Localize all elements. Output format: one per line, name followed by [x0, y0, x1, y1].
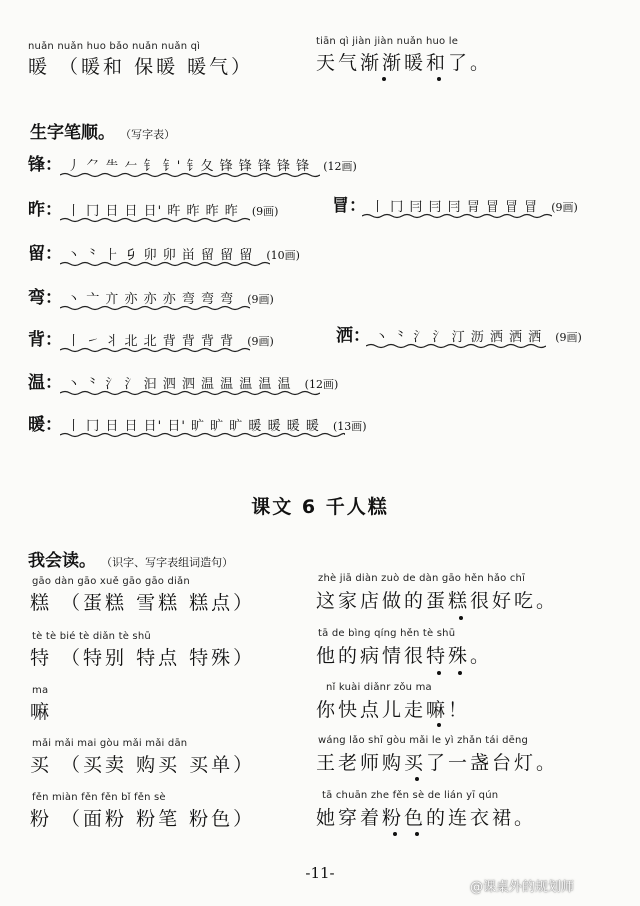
- top-left-words: 暖 （暖和 保暖 暖气）: [28, 56, 254, 78]
- top-left-pinyin: nuǎn nuǎn huo bǎo nuǎn nuǎn qì: [28, 41, 201, 52]
- stroke-char: 留：: [28, 244, 62, 264]
- stroke-order-heading: [30, 118, 175, 143]
- word-group: 糕 （蛋糕 雪糕 糕点）: [30, 592, 256, 614]
- wavy-underline: [60, 390, 320, 396]
- emphasis-dot: [382, 77, 386, 81]
- wavy-underline: [60, 432, 345, 438]
- page-number: -11-: [305, 864, 335, 882]
- emphasis-dot: [458, 671, 462, 675]
- stroke-char: 暖：: [28, 415, 62, 435]
- stroke-count: (9画): [551, 201, 578, 214]
- sentence-pinyin: tā chuān zhe fěn sè de lián yī qún: [322, 790, 499, 801]
- wavy-underline: [362, 213, 552, 219]
- stroke-sequence: 丶 ⺀ 氵 氵 汀 沥 洒 洒 洒: [375, 330, 543, 345]
- sentence: 王老师购买了一盏台灯。: [316, 752, 559, 774]
- word-group: 特 （特别 特点 特殊）: [30, 647, 256, 669]
- emphasis-dot: [437, 77, 441, 81]
- emphasis-dot: [459, 616, 463, 620]
- sentence: 他的病情很特殊。: [316, 645, 493, 667]
- stroke-sequence: 丨 冂 日 日 日' 日' 旷 旷 旷 暖 暖 暖 暖: [67, 419, 320, 434]
- stroke-char: 背：: [28, 330, 62, 350]
- stroke-sequence: 丶 ⺀ ⺊ 𠂎 卯 卯 畄 留 留 留: [67, 248, 254, 263]
- stroke-char: 冒：: [332, 196, 366, 216]
- stroke-char: 昨：: [28, 200, 62, 220]
- emphasis-dot: [437, 671, 441, 675]
- word-pinyin: mǎi mǎi mai gòu mǎi mǎi dān: [32, 738, 188, 749]
- watermark: @课桌外的规划师: [470, 880, 575, 895]
- stroke-count: (12画): [304, 378, 339, 391]
- wavy-underline: [60, 261, 270, 267]
- wavy-underline: [60, 347, 250, 353]
- stroke-sequence: 丨 冂 冃 冃 冃 冐 冒 冒 冒: [371, 200, 539, 215]
- stroke-order-title: 生字笔顺。: [30, 123, 115, 143]
- word-pinyin: gāo dàn gāo xuě gāo gāo diǎn: [32, 576, 190, 587]
- sentence: 你快点儿走嘛！: [316, 699, 471, 721]
- stroke-order-note: （写字表）: [120, 128, 176, 141]
- stroke-count: (13画): [332, 420, 367, 433]
- sentence-pinyin: tā de bìng qíng hěn tè shū: [318, 628, 456, 639]
- stroke-sequence: 丨 ㇀ 丬 北 北 背 背 背 背: [67, 334, 235, 349]
- sentence-pinyin: wáng lǎo shī gòu mǎi le yì zhǎn tái dēng: [318, 735, 529, 746]
- stroke-count: (9画): [251, 205, 279, 218]
- top-right-pinyin: tiān qì jiàn jiàn nuǎn huo le: [316, 36, 459, 47]
- word-group: 粉 （面粉 粉笔 粉色）: [30, 808, 256, 830]
- wavy-underline: [60, 305, 250, 311]
- stroke-char: 洒：: [336, 326, 370, 346]
- stroke-sequence: 丿 ⺈ ⺧ 𠂉 钅 钅' 钅夂 锋 锋 锋 锋 锋: [67, 159, 311, 174]
- top-right-sentence: 天气渐渐暖和了。: [316, 52, 493, 74]
- word-pinyin: tè tè bié tè diǎn tè shū: [32, 631, 151, 642]
- stroke-count: (9画): [247, 335, 274, 348]
- stroke-sequence: 丨 冂 日 日 日' 旿 昨 昨 昨: [67, 204, 239, 219]
- sentence: 她穿着粉色的连衣裙。: [316, 807, 537, 829]
- emphasis-dot: [437, 723, 441, 727]
- stroke-count: (9画): [247, 293, 274, 306]
- emphasis-dot: [393, 832, 397, 836]
- lesson-title: 课文 6 千人糕: [251, 496, 389, 518]
- stroke-count: (9画): [555, 331, 582, 344]
- stroke-char: 弯：: [28, 288, 62, 308]
- stroke-count: (10画): [266, 249, 300, 262]
- stroke-count: (12画): [323, 160, 357, 173]
- read-note: （识字、写字表组词造句）: [101, 556, 234, 569]
- emphasis-dot: [415, 777, 419, 781]
- stroke-char: 温：: [28, 373, 62, 393]
- read-heading: [28, 546, 233, 571]
- wavy-underline: [60, 217, 250, 223]
- sentence: 这家店做的蛋糕很好吃。: [316, 590, 559, 612]
- stroke-sequence: 丶 亠 亣 亦 亦 亦 弯 弯 弯: [67, 292, 235, 307]
- word-pinyin: fěn miàn fěn fěn bǐ fěn sè: [32, 792, 166, 803]
- sentence-pinyin: nǐ kuài diǎnr zǒu ma: [326, 682, 432, 693]
- word-group: 嘛: [30, 701, 53, 723]
- sentence-pinyin: zhè jiā diàn zuò de dàn gāo hěn hǎo chī: [318, 573, 526, 584]
- word-pinyin: ma: [32, 685, 49, 696]
- stroke-sequence: 丶 ⺀ 氵 氵 汩 泗 泗 温 温 温 温 温: [67, 377, 292, 392]
- wavy-underline: [60, 172, 320, 178]
- wavy-underline: [366, 343, 546, 349]
- stroke-char: 锋：: [28, 155, 62, 175]
- word-group: 买 （买卖 购买 买单）: [30, 754, 256, 776]
- emphasis-dot: [415, 832, 419, 836]
- read-title: 我会读。: [28, 551, 96, 571]
